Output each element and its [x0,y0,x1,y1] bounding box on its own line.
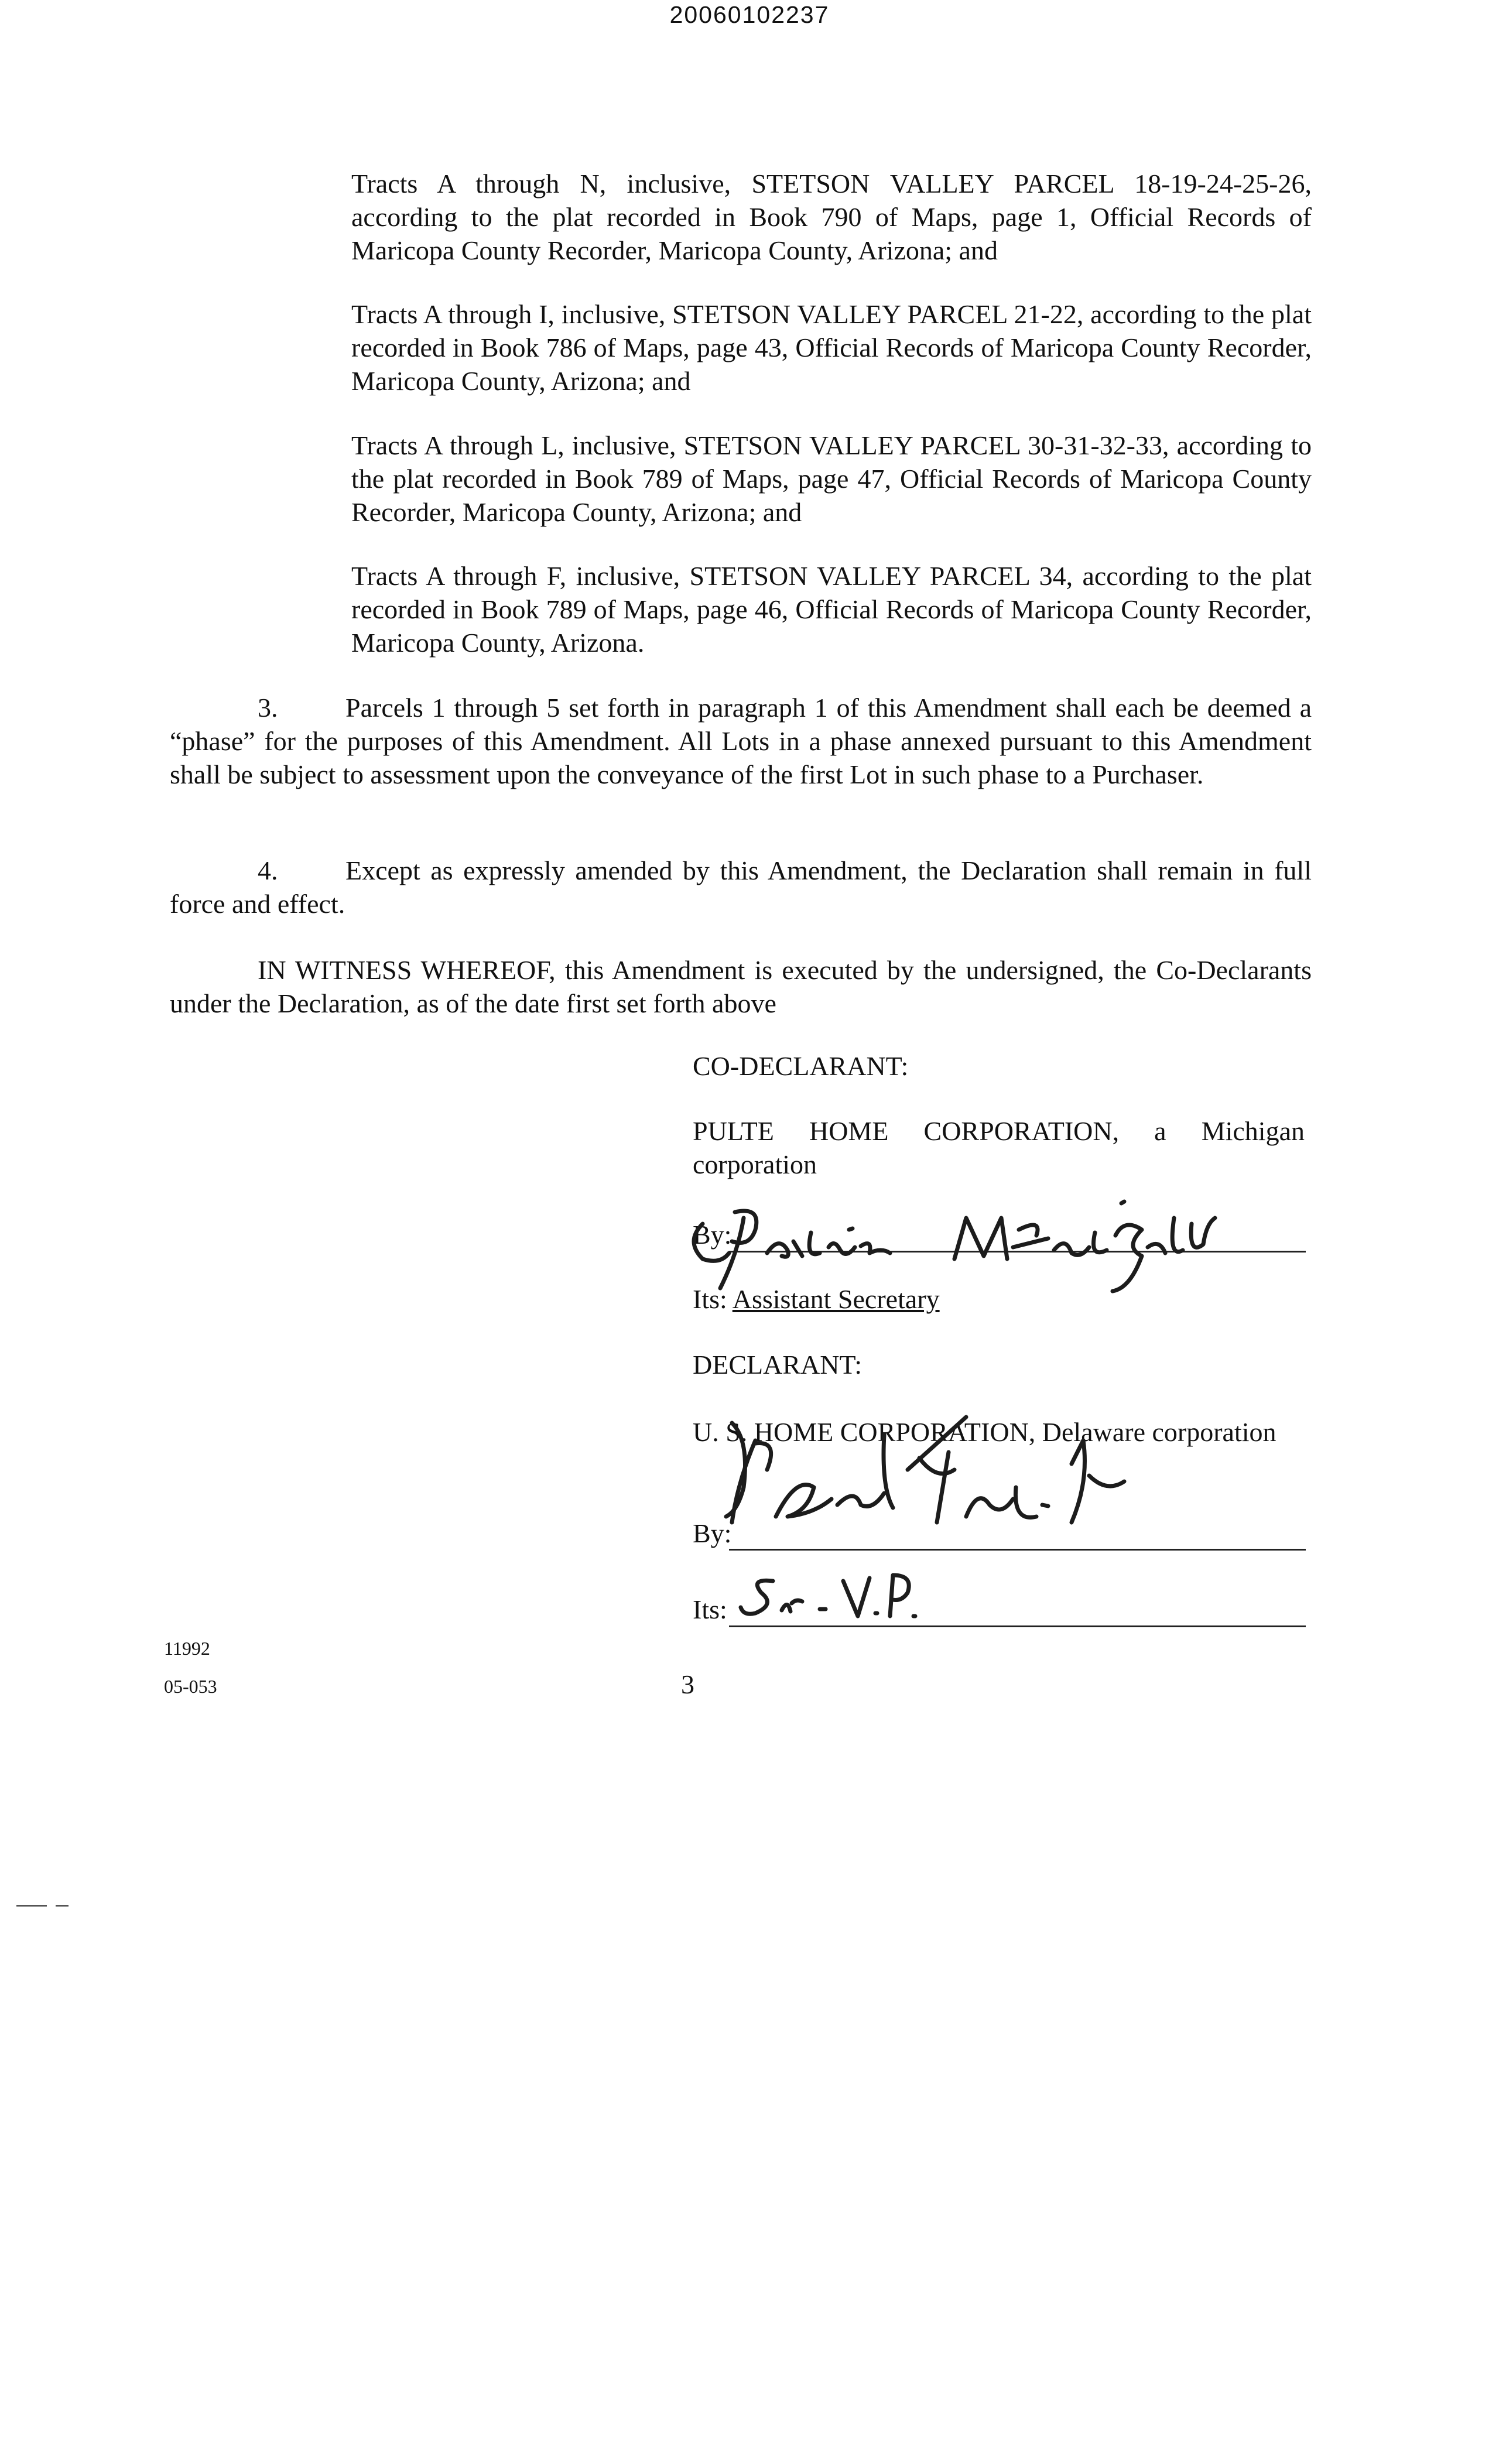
co-declarant-its-label: Its: [693,1284,727,1314]
tract-paragraph-4: Tracts A through F, inclusive, STETSON VALLEY PARCEL 34, according to the plat recorded in Book 789 of Maps, page 46, Official Records of Maricopa County Recorder, Maricopa County, Arizona. [351,561,1312,658]
footer-code-2: 05-053 [164,1676,217,1697]
tract-paragraph-2: Tracts A through I, inclusive, STETSON VALLEY PARCEL 21-22, according to the plat recorded in Book 786 of Maps, page 43, Official Records of Maricopa County Recorder, Maricopa County, Arizona; and [351,299,1312,396]
co-declarant-its [693,1282,940,1316]
declarant-signature [662,1399,1189,1563]
footer-code-1: 11992 [164,1638,210,1659]
co-declarant-entity: PULTE HOME CORPORATION, a Michigan corporation [693,1116,1305,1179]
co-declarant-by-label: By: [693,1220,732,1250]
co-declarant-its-value: Assistant Secretary [732,1284,940,1314]
paragraph-3 [170,691,1312,791]
tract-paragraph-1: Tracts A through N, inclusive, STETSON VALLEY PARCEL 18-19-24-25-26, according to the plat recorded in Book 790 of Maps, page 1, Official Records of Maricopa County Recorder, Maricopa County, Arizona; and [351,169,1312,265]
declarant-its-handwriting [726,1558,949,1634]
document-number: 20060102237 [669,1,830,28]
paragraph-4 [170,854,1312,920]
tract-paragraph-3: Tracts A through L, inclusive, STETSON VALLEY PARCEL 30-31-32-33, according to the plat recorded in Book 789 of Maps, page 47, Official Records of Maricopa County Recorder, Maricopa County, Arizona; and [351,430,1312,527]
declarant-by-label: By: [693,1518,732,1548]
declarant-its-label: Its: [693,1594,727,1624]
scan-artifact [56,1905,69,1907]
paragraph-4-number: 4. [258,855,278,885]
declarant-entity: U. S. HOME CORPORATION, Delaware corporation [693,1417,1276,1447]
paragraph-3-number: 3. [258,693,278,723]
paragraph-4-text: Except as expressly amended by this Amendment, the Declaration shall remain in full force and effect. [170,855,1312,919]
witness-text: IN WITNESS WHEREOF, this Amendment is executed by the undersigned, the Co-Declarants under the Declaration, as of the date first set forth above [170,955,1312,1018]
scan-artifact [16,1905,47,1907]
page-number: 3 [681,1669,694,1699]
declarant-heading: DECLARANT: [693,1350,863,1380]
paragraph-3-text: Parcels 1 through 5 set forth in paragraph 1 of this Amendment shall each be deemed a “phase” for the purposes of this Amendment. All Lots in a phase annexed pursuant to this Amendment shall be subject to assessment upon the conveyance of the first Lot in such phase to a Purchaser. [170,693,1312,789]
witness-paragraph [170,953,1312,1020]
co-declarant-heading: CO-DECLARANT: [693,1051,909,1081]
